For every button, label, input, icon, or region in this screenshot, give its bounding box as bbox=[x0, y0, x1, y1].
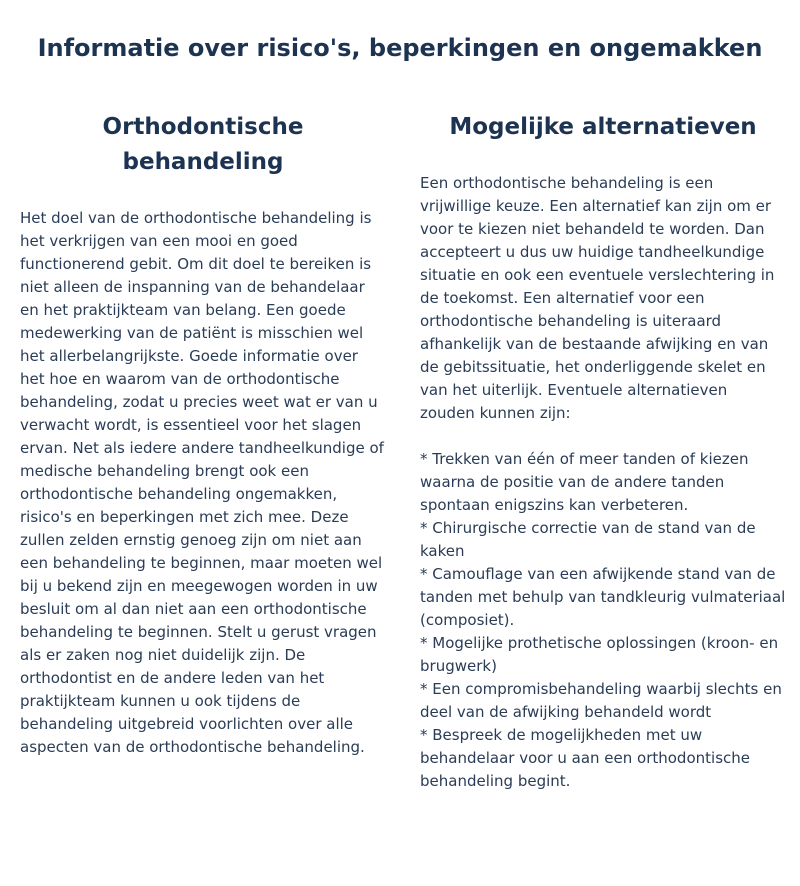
treatment-section bbox=[20, 110, 386, 759]
alternatives-section-title: Mogelijke alternatieven bbox=[449, 114, 757, 140]
alternatives-section-body: Een orthodontische behandeling is een vrijwillige keuze. Een alternatief kan zijn om er voor te kiezen niet behandeld te worden. Dan accepteert u dus uw huidige tandheelkundige situatie en ook een eventuele verslechtering in de toekomst. Een alternatief voor een orthodontische behandeling is uiteraard afhankelijk van de bestaande afwijking en van de gebitssituatie, het onderliggende skelet en van het uiterlijk. Eventuele alternatieven zouden kunnen zijn: * Trekken van één of meer tanden of kiezen waarna de positie van de andere tanden spontaan enigszins kan verbeteren. * Chirurgische correctie van de stand van de kaken * Camouflage van een afwijkende stand van de tanden met behulp van tandkleurig vulmateriaal (composiet). * Mogelijke prothetische oplossingen (kroon- en brugwerk) * Een compromisbehandeling waarbij slechts en deel van de afwijking behandeld wordt * Bespreek de mogelijkheden met uw behandelaar voor u aan een orthodontische behandeling begint. bbox=[420, 174, 786, 790]
alternatives-section bbox=[420, 110, 786, 793]
treatment-section-title: Orthodontische behandeling bbox=[102, 114, 304, 175]
treatment-section-body: Het doel van de orthodontische behandeling is het verkrijgen van een mooi en goed functionerend gebit. Om dit doel te bereiken is niet alleen de inspanning van de behandelaar en het praktijkteam van belang. Een goede medewerking van de patiënt is misschien wel het allerbelangrijkste. Goede informatie over het hoe en waarom van de orthodontische behandeling, zodat u precies weet wat er van u verwacht wordt, is essentieel voor het slagen ervan. Net als iedere andere tandheelkundige of medische behandeling brengt ook een orthodontische behandeling ongemakken, risico's en beperkingen met zich mee. Deze zullen zelden ernstig genoeg zijn om niet aan een behandeling te beginnen, maar moeten wel bij u bekend zijn en meegewogen worden in uw besluit om al dan niet aan een orthodontische behandeling te beginnen. Stelt u gerust vragen als er zaken nog niet duidelijk zijn. De orthodontist en de andere leden van het praktijkteam kunnen u ook tijdens de behandeling uitgebreid voorlichten over alle aspecten van de orthodontische behandeling. bbox=[20, 209, 384, 756]
page-title: Informatie over risico's, beperkingen en ongemakken bbox=[37, 34, 763, 62]
